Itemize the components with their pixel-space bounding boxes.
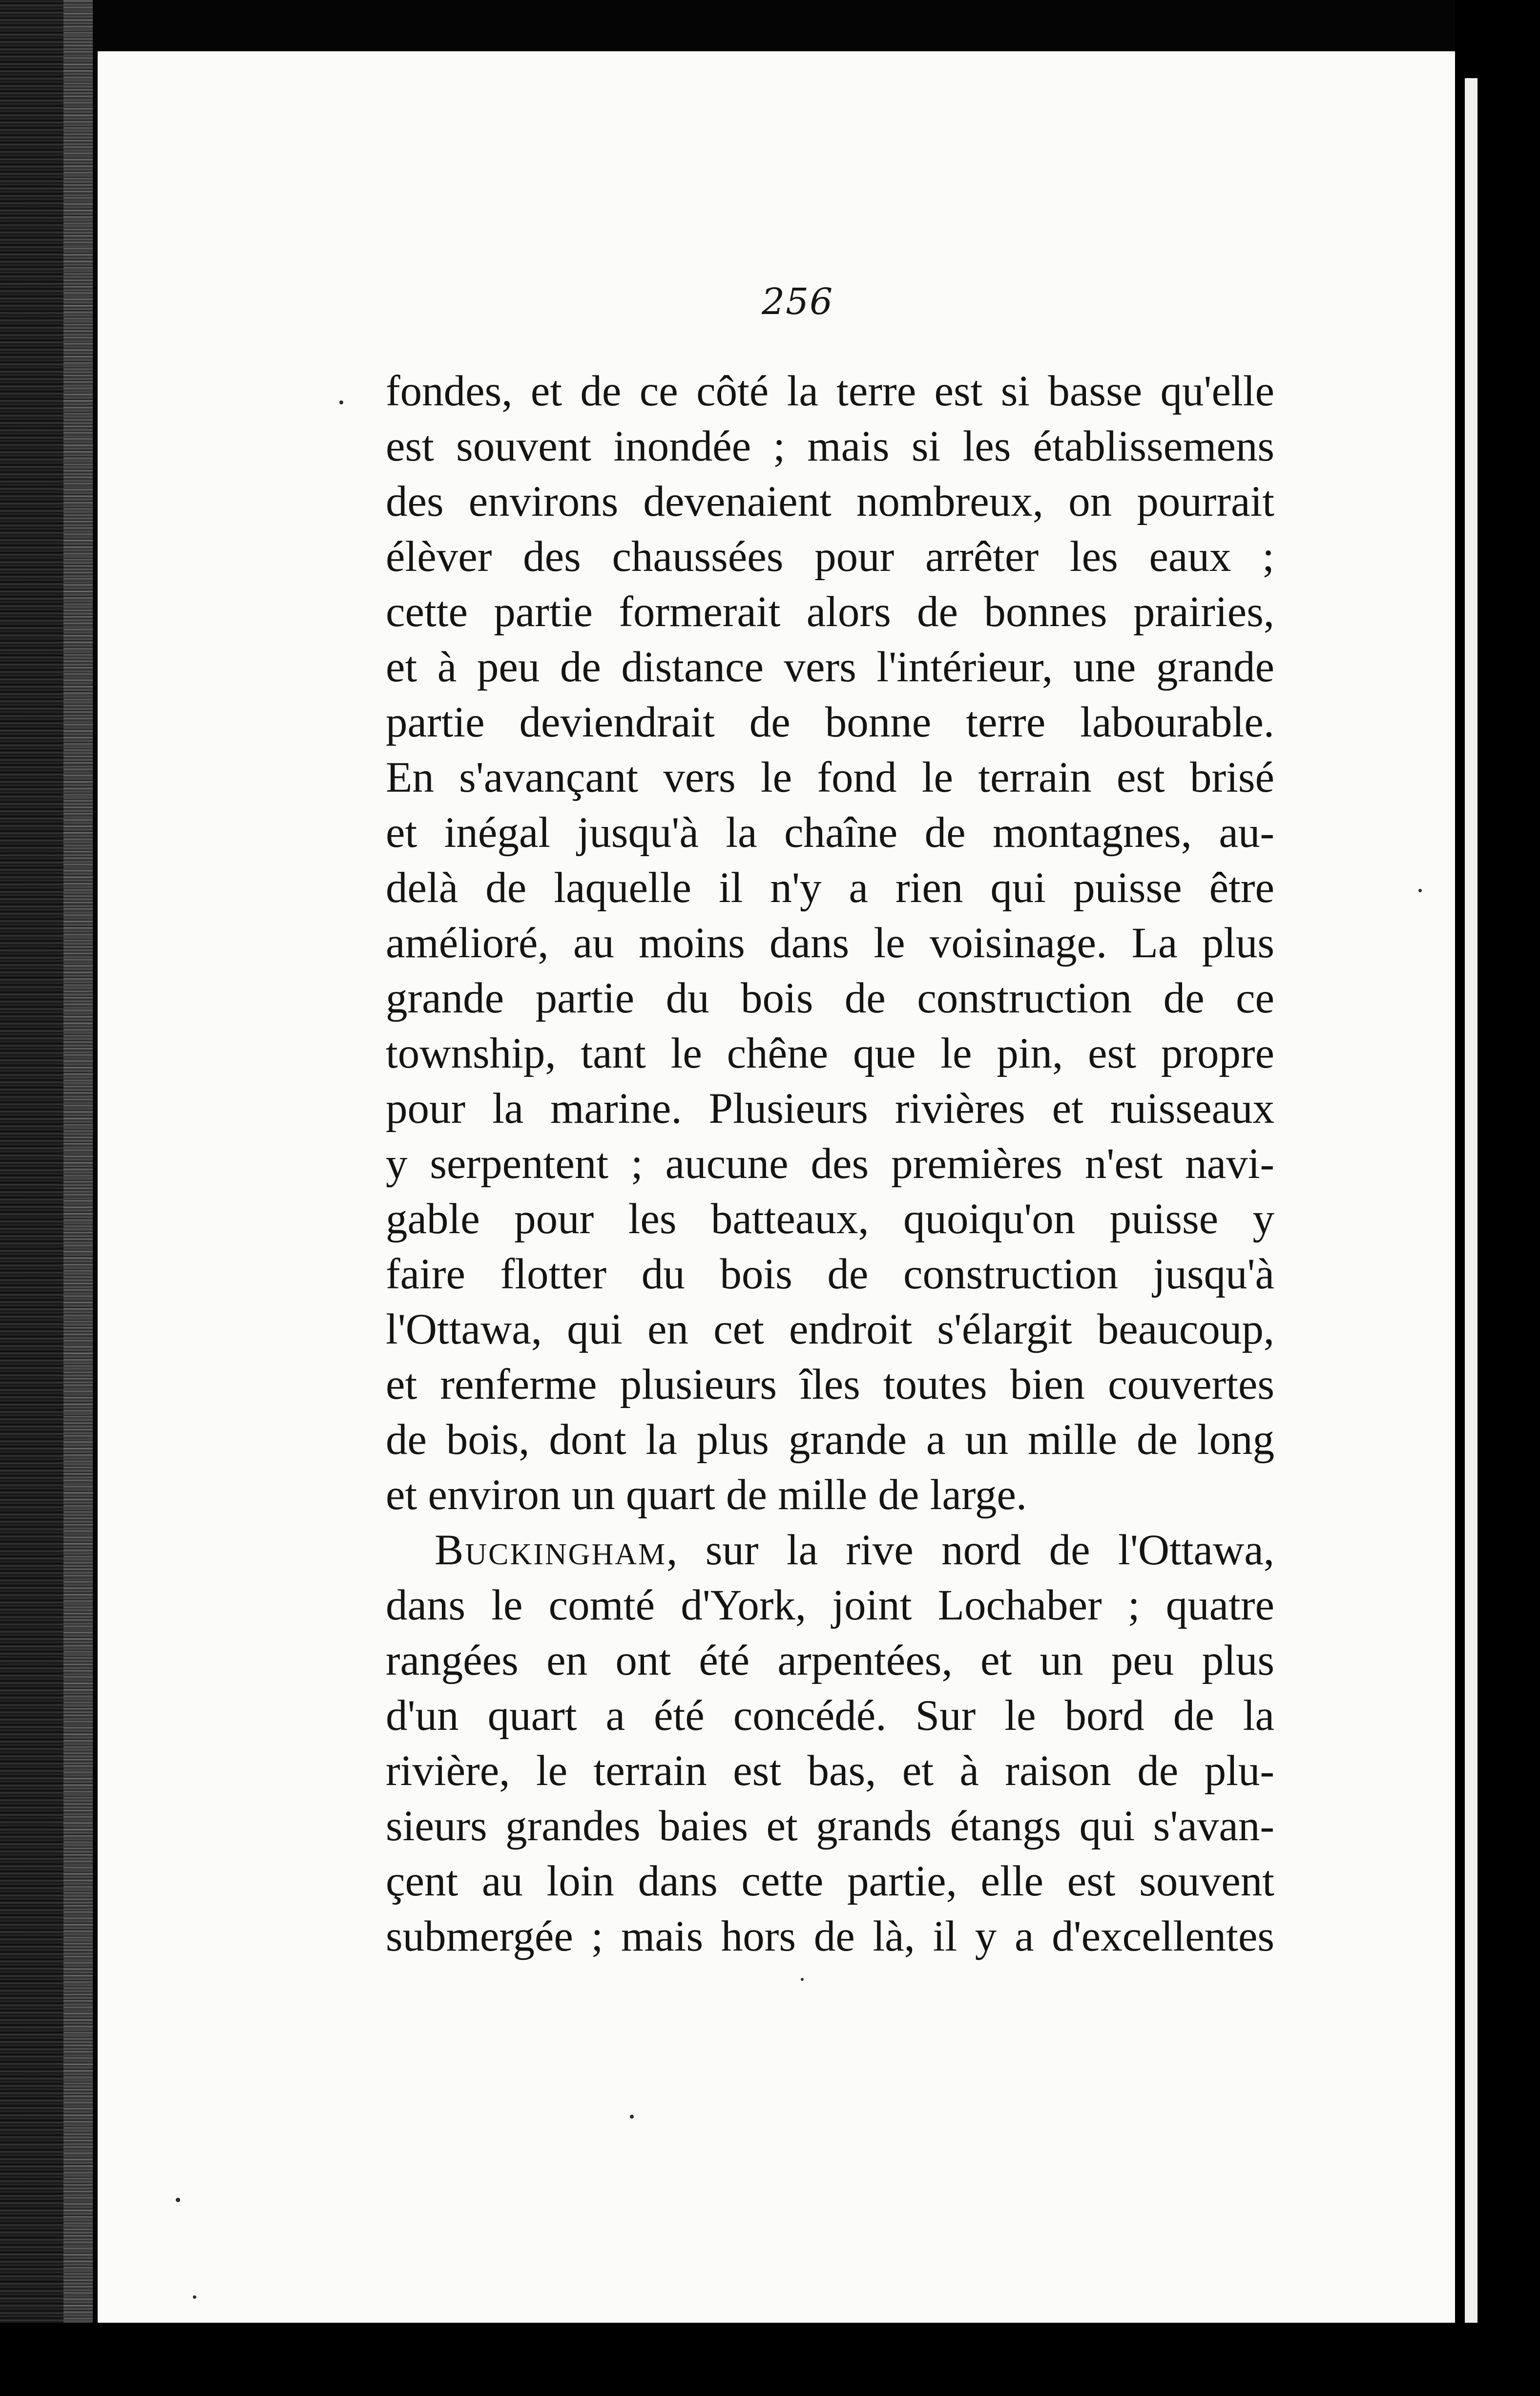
text-line: fondes, et de ce côté la terre est si basse qu'elle xyxy=(386,367,1274,415)
text-line: et à peu de distance vers l'intérieur, une grande xyxy=(386,643,1274,691)
print-speck xyxy=(1418,889,1422,892)
print-speck xyxy=(193,2295,196,2299)
paragraph xyxy=(386,364,1274,1523)
text-line: grande partie du bois de construction de ce xyxy=(386,974,1274,1022)
text-run: , sur la rive nord de l'Ottawa, xyxy=(666,1526,1274,1574)
facing-page-edge xyxy=(1455,0,1540,2396)
text-line: rivière, le terrain est bas, et à raison de plu- xyxy=(386,1747,1274,1795)
page-bottom-edge xyxy=(0,2323,1540,2396)
text-line: submergée ; mais hors de là, il y a d'excellentes xyxy=(386,1913,1274,1960)
township-name: Buckingham xyxy=(435,1526,667,1574)
text-line: des environs devenaient nombreux, on pourrait xyxy=(386,478,1274,525)
text-line: township, tant le chêne que le pin, est propre xyxy=(386,1030,1274,1077)
body-text xyxy=(386,364,1274,1964)
text-line: y serpentent ; aucune des premières n'est navi- xyxy=(386,1140,1274,1188)
text-line: de bois, dont la plus grande a un mille de long xyxy=(386,1416,1274,1464)
text-line: çent au loin dans cette partie, elle est souvent xyxy=(386,1857,1274,1905)
print-speck xyxy=(801,1978,804,1981)
print-speck xyxy=(630,2115,634,2119)
text-line: est souvent inondée ; mais si les établissemens xyxy=(386,422,1274,470)
text-line: sieurs grandes baies et grands étangs qui s'avan- xyxy=(386,1802,1274,1850)
book-binding-edge xyxy=(0,0,93,2396)
text-line: et inégal jusqu'à la chaîne de montagnes, au- xyxy=(386,809,1274,857)
page-number: 256 xyxy=(762,281,834,323)
text-line: rangées en ont été arpentées, et un peu plus xyxy=(386,1637,1274,1684)
print-speck xyxy=(176,2198,180,2202)
text-line: delà de laquelle il n'y a rien qui puisse être xyxy=(386,864,1274,912)
text-line: gable pour les batteaux, quoiqu'on puisse y xyxy=(386,1195,1274,1243)
paragraph xyxy=(386,1523,1274,1964)
text-line: amélioré, au moins dans le voisinage. La plus xyxy=(386,919,1274,967)
text-line: et environ un quart de mille de large. xyxy=(386,1471,1027,1519)
print-speck xyxy=(339,400,343,404)
text-line: cette partie formerait alors de bonnes prairies, xyxy=(386,588,1274,636)
text-line: pour la marine. Plusieurs rivières et ruisseaux xyxy=(386,1085,1274,1133)
text-line: d'un quart a été concédé. Sur le bord de la xyxy=(386,1692,1274,1740)
text-line: En s'avançant vers le fond le terrain est brisé xyxy=(386,754,1274,801)
text-line: partie deviendrait de bonne terre labourable. xyxy=(386,698,1274,746)
text-line: et renferme plusieurs îles toutes bien couvertes xyxy=(386,1361,1274,1408)
text-line-first xyxy=(386,1523,1274,1578)
text-line: dans le comté d'York, joint Lochaber ; quatre xyxy=(386,1581,1274,1629)
text-line: élèver des chaussées pour arrêter les eaux ; xyxy=(386,533,1274,581)
text-line: l'Ottawa, qui en cet endroit s'élargit beaucoup, xyxy=(386,1305,1274,1353)
text-line: faire flotter du bois de construction jusqu'à xyxy=(386,1250,1274,1298)
